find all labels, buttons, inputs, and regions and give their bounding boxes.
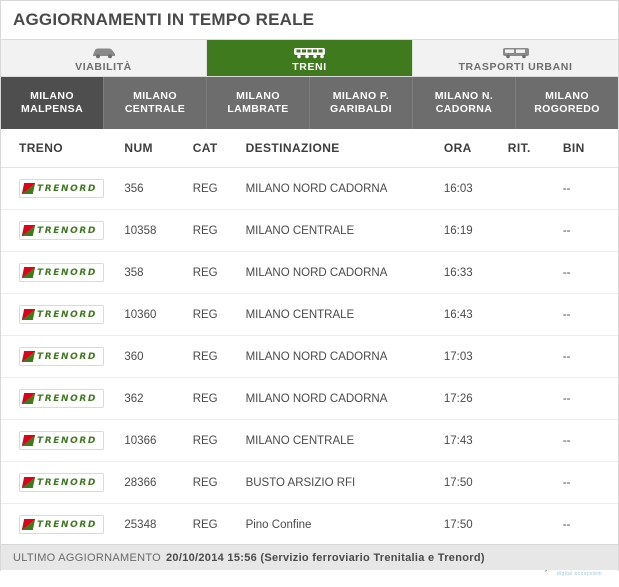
cell-rit bbox=[508, 378, 563, 420]
table-row bbox=[1, 420, 618, 462]
table-row bbox=[1, 294, 618, 336]
column-header-destinazione: DESTINAZIONE bbox=[246, 129, 444, 168]
column-header-treno: TRENO bbox=[1, 129, 124, 168]
column-header-rit: RIT. bbox=[508, 129, 563, 168]
trenord-logo bbox=[19, 389, 104, 408]
cell-cat: REG bbox=[193, 168, 246, 210]
trenord-logo bbox=[19, 263, 104, 282]
station-tabs bbox=[1, 77, 618, 129]
bus-icon bbox=[501, 46, 531, 60]
trenord-mark-icon bbox=[22, 183, 35, 194]
table-row bbox=[1, 252, 618, 294]
cell-dest: MILANO NORD CADORNA bbox=[246, 168, 444, 210]
station-tab-milano-malpensa[interactable] bbox=[1, 77, 104, 129]
cell-rit bbox=[508, 462, 563, 504]
cell-num: 360 bbox=[124, 336, 192, 378]
cell-cat: REG bbox=[193, 210, 246, 252]
station-tab-milano-n-cadorna[interactable] bbox=[413, 77, 516, 129]
cell-rit bbox=[508, 420, 563, 462]
trenord-wordmark: TRENORD bbox=[37, 225, 98, 236]
trenord-mark-icon bbox=[22, 519, 35, 530]
cell-dest: MILANO NORD CADORNA bbox=[246, 336, 444, 378]
cell-dest: BUSTO ARSIZIO RFI bbox=[246, 462, 444, 504]
cell-operator bbox=[1, 210, 124, 252]
cell-bin: -- bbox=[563, 168, 618, 210]
trenord-wordmark: TRENORD bbox=[37, 435, 98, 446]
trenord-mark-icon bbox=[22, 351, 35, 362]
departures-table-wrap bbox=[1, 129, 618, 546]
station-line2: CADORNA bbox=[435, 103, 493, 115]
last-update-bar bbox=[1, 544, 618, 570]
cell-dest: MILANO NORD CADORNA bbox=[246, 252, 444, 294]
trenord-mark-icon bbox=[22, 477, 35, 488]
station-line1: MILANO bbox=[30, 90, 74, 102]
table-row bbox=[1, 210, 618, 252]
cell-operator bbox=[1, 252, 124, 294]
table-row bbox=[1, 462, 618, 504]
table-header bbox=[1, 129, 618, 168]
cell-bin: -- bbox=[563, 252, 618, 294]
column-header-ora: ORA bbox=[444, 129, 508, 168]
cell-ora: 16:33 bbox=[444, 252, 508, 294]
cell-dest: MILANO NORD CADORNA bbox=[246, 378, 444, 420]
cell-rit bbox=[508, 294, 563, 336]
column-header-num: NUM bbox=[124, 129, 192, 168]
last-update-label: ULTIMO AGGIORNAMENTO bbox=[13, 551, 161, 564]
station-tab-milano-p-garibaldi[interactable] bbox=[310, 77, 413, 129]
trenord-mark-icon bbox=[22, 267, 35, 278]
tab-trasporti-urbani[interactable] bbox=[413, 40, 618, 76]
cell-ora: 16:03 bbox=[444, 168, 508, 210]
cell-rit bbox=[508, 336, 563, 378]
cell-operator bbox=[1, 294, 124, 336]
cell-cat: REG bbox=[193, 294, 246, 336]
cell-num: 10360 bbox=[124, 294, 192, 336]
cell-operator bbox=[1, 378, 124, 420]
cell-num: 10366 bbox=[124, 420, 192, 462]
cell-dest: Pino Confine bbox=[246, 504, 444, 546]
station-line1: MILANO bbox=[545, 90, 589, 102]
trenord-logo bbox=[19, 305, 104, 324]
trenord-logo bbox=[19, 515, 104, 534]
cell-bin: -- bbox=[563, 504, 618, 546]
cell-num: 25348 bbox=[124, 504, 192, 546]
cell-rit bbox=[508, 168, 563, 210]
trenord-wordmark: TRENORD bbox=[37, 519, 98, 530]
trenord-wordmark: TRENORD bbox=[37, 393, 98, 404]
trenord-wordmark: TRENORD bbox=[37, 477, 98, 488]
cell-operator bbox=[1, 504, 124, 546]
cell-ora: 16:19 bbox=[444, 210, 508, 252]
trenord-wordmark: TRENORD bbox=[37, 183, 98, 194]
table-body bbox=[1, 168, 618, 546]
cell-cat: REG bbox=[193, 504, 246, 546]
tab-treni[interactable] bbox=[207, 40, 413, 76]
departures-table bbox=[1, 129, 618, 546]
cell-ora: 17:26 bbox=[444, 378, 508, 420]
trenord-logo bbox=[19, 347, 104, 366]
trenord-wordmark: TRENORD bbox=[37, 267, 98, 278]
table-row bbox=[1, 378, 618, 420]
tab-viabilita[interactable] bbox=[1, 40, 207, 76]
cell-bin: -- bbox=[563, 378, 618, 420]
car-icon bbox=[91, 46, 117, 60]
cell-operator bbox=[1, 168, 124, 210]
cell-num: 362 bbox=[124, 378, 192, 420]
cell-ora: 17:50 bbox=[444, 462, 508, 504]
cell-bin: -- bbox=[563, 420, 618, 462]
cell-num: 10358 bbox=[124, 210, 192, 252]
station-line1: MILANO P. bbox=[332, 90, 390, 102]
trenord-logo bbox=[19, 179, 104, 198]
cell-ora: 17:03 bbox=[444, 336, 508, 378]
trenord-mark-icon bbox=[22, 393, 35, 404]
station-tab-milano-rogoredo[interactable] bbox=[516, 77, 618, 129]
station-tab-milano-lambrate[interactable] bbox=[207, 77, 310, 129]
cell-bin: -- bbox=[563, 294, 618, 336]
tab-viabilita-label: VIABILITÀ bbox=[75, 60, 132, 73]
column-header-bin: BIN bbox=[563, 129, 618, 168]
title-bar bbox=[1, 1, 618, 39]
last-update-value: 20/10/2014 15:56 (Servizio ferroviario Trenitalia e Trenord) bbox=[166, 551, 485, 564]
station-line2: GARIBALDI bbox=[330, 103, 392, 115]
cell-rit bbox=[508, 504, 563, 546]
station-line1: MILANO bbox=[236, 90, 280, 102]
cell-operator bbox=[1, 336, 124, 378]
cell-ora: 17:50 bbox=[444, 504, 508, 546]
cell-ora: 16:43 bbox=[444, 294, 508, 336]
cell-cat: REG bbox=[193, 252, 246, 294]
station-line1: MILANO N. bbox=[434, 90, 494, 102]
cell-num: 356 bbox=[124, 168, 192, 210]
tab-trasporti-urbani-label: TRASPORTI URBANI bbox=[458, 60, 573, 73]
cell-cat: REG bbox=[193, 378, 246, 420]
cell-bin: -- bbox=[563, 336, 618, 378]
trenord-mark-icon bbox=[22, 225, 35, 236]
cell-cat: REG bbox=[193, 336, 246, 378]
table-row bbox=[1, 504, 618, 546]
cell-dest: MILANO CENTRALE bbox=[246, 210, 444, 252]
cell-rit bbox=[508, 210, 563, 252]
cell-bin: -- bbox=[563, 210, 618, 252]
trenord-logo bbox=[19, 431, 104, 450]
trenord-wordmark: TRENORD bbox=[37, 309, 98, 320]
cell-cat: REG bbox=[193, 462, 246, 504]
station-tab-milano-centrale[interactable] bbox=[104, 77, 207, 129]
trenord-logo bbox=[19, 221, 104, 240]
table-header-row bbox=[1, 129, 618, 168]
e015-tagline: digital ecosystem bbox=[556, 571, 602, 577]
cell-num: 358 bbox=[124, 252, 192, 294]
train-icon bbox=[293, 46, 327, 60]
cell-dest: MILANO CENTRALE bbox=[246, 420, 444, 462]
tab-treni-label: TRENI bbox=[292, 60, 327, 73]
cell-num: 28366 bbox=[124, 462, 192, 504]
trenord-wordmark: TRENORD bbox=[37, 351, 98, 362]
table-row bbox=[1, 336, 618, 378]
station-line1: MILANO bbox=[133, 90, 177, 102]
station-line2: MALPENSA bbox=[20, 103, 84, 115]
station-line2: LAMBRATE bbox=[227, 103, 289, 115]
station-line2: ROGOREDO bbox=[534, 103, 600, 115]
main-tabs bbox=[1, 39, 618, 77]
trenord-logo bbox=[19, 473, 104, 492]
page-title: AGGIORNAMENTI IN TEMPO REALE bbox=[13, 10, 315, 29]
cell-cat: REG bbox=[193, 420, 246, 462]
cell-ora: 17:43 bbox=[444, 420, 508, 462]
column-header-cat: CAT bbox=[193, 129, 246, 168]
station-line2: CENTRALE bbox=[124, 103, 186, 115]
cell-rit bbox=[508, 252, 563, 294]
cell-bin: -- bbox=[563, 462, 618, 504]
cell-dest: MILANO CENTRALE bbox=[246, 294, 444, 336]
table-row bbox=[1, 168, 618, 210]
cell-operator bbox=[1, 462, 124, 504]
cell-operator bbox=[1, 420, 124, 462]
trenord-mark-icon bbox=[22, 435, 35, 446]
trenord-mark-icon bbox=[22, 309, 35, 320]
